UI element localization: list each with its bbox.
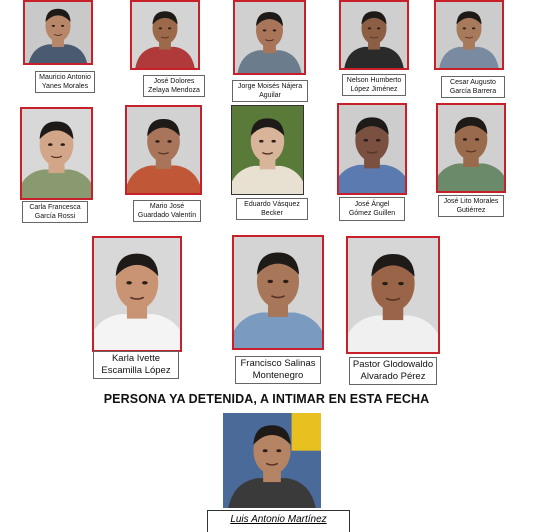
photo-jorge-moises (233, 0, 306, 75)
photo-francisco-salinas (232, 235, 324, 350)
portrait-image (223, 413, 321, 508)
photo-cesar-augusto (434, 0, 504, 70)
caption-pastor-glodowaldo: Pastor Glodowaldo Alvarado Pérez (349, 357, 437, 385)
portrait-image (234, 237, 322, 348)
portrait-image (94, 238, 180, 350)
portrait-image (25, 2, 91, 63)
photo-jose-lito (436, 103, 506, 193)
caption-luis-antonio: Luis Antonio Martínez (207, 510, 350, 532)
photo-eduardo-vasquez (231, 105, 304, 195)
portrait-image (232, 106, 303, 194)
photo-luis-antonio (223, 413, 321, 508)
photo-nelson-humberto (339, 0, 409, 70)
portrait-image (132, 2, 198, 68)
caption-cesar-augusto: Cesar Augusto García Barrera (441, 76, 505, 98)
caption-eduardo-vasquez: Eduardo Vásquez Becker (236, 198, 308, 220)
portrait-image (235, 2, 304, 73)
caption-jose-angel: José Ángel Gómez Guillen (339, 197, 405, 221)
photo-carla-francesca (20, 107, 93, 200)
caption-mario-jose: Mario José Guardado Valentín (133, 200, 201, 222)
photo-jose-dolores (130, 0, 200, 70)
caption-francisco-salinas: Francisco Salinas Montenegro (235, 356, 321, 384)
portrait-image (348, 238, 438, 352)
caption-jose-dolores: José Dolores Zelaya Mendoza (143, 75, 205, 97)
portrait-image (438, 105, 504, 191)
photo-karla-ivette (92, 236, 182, 352)
section-heading: PERSONA YA DETENIDA, A INTIMAR EN ESTA FECHA (103, 392, 430, 406)
caption-jose-lito: José Lito Morales Gutiérrez (438, 195, 504, 217)
photo-jose-angel (337, 103, 407, 195)
caption-mauricio-antonio: Mauricio Antonio Yanes Morales (35, 71, 95, 93)
photo-mauricio-antonio (23, 0, 93, 65)
photo-mario-jose (125, 105, 202, 195)
caption-carla-francesca: Carla Francesca García Rossi (22, 201, 88, 223)
portrait-image (127, 107, 200, 193)
caption-jorge-moises: Jorge Moisés Nájera Aguilar (232, 80, 308, 102)
portrait-image (339, 105, 405, 193)
caption-nelson-humberto: Nelson Humberto López Jiménez (342, 74, 406, 96)
portrait-image (341, 2, 407, 68)
caption-karla-ivette: Karla Ivette Escamilla López (93, 351, 179, 379)
portrait-image (22, 109, 91, 198)
photo-pastor-glodowaldo (346, 236, 440, 354)
portrait-image (436, 2, 502, 68)
